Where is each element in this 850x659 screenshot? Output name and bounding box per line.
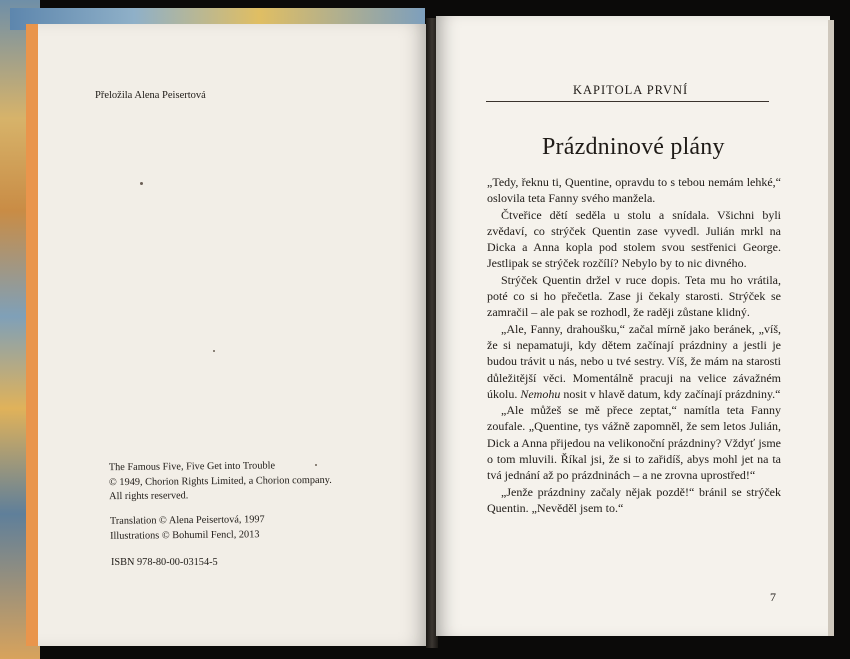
paragraph <box>487 272 781 321</box>
text-line: „Tedy, řeknu ti, Quentine, opravdu to s tebou nemám <box>487 175 747 189</box>
text-line: ny? Vždyť jsme o tom mluvili. Říkal jsi, že si to zaři <box>487 435 781 467</box>
paper-speck <box>213 350 215 352</box>
text-line: na velice závažném úkolu. <box>487 370 781 401</box>
chapter-heading: KAPITOLA PRVNÍ <box>573 83 689 97</box>
text-line: „Ale můžeš se mě přece zeptat,“ namítla teta Fanny <box>501 403 781 418</box>
text-line: a jestli je budou trávit u nás, nebo u tvé sestry. Víš, že <box>487 337 781 369</box>
text-line: Čtveřice dětí seděla u stolu a snídala. Všichni byli <box>501 207 781 222</box>
text-line: nosit v hlavě da <box>563 386 639 401</box>
paragraph <box>487 207 781 272</box>
copyright-block <box>109 459 332 505</box>
text-line: mám na starosti důležitější věci. Momentálně pracuji <box>487 354 781 385</box>
text-line: divného. <box>704 256 747 271</box>
text-line: na Dicka a Anna kopla pod stolem svou sestřenici <box>487 223 781 255</box>
text-line: lehké,“ oslovila teta Fanny svého manžela. <box>487 175 781 206</box>
text-line: díš, abys mohl jet na ta tvá jednání až po prázdninách – <box>487 452 781 483</box>
paragraph <box>487 402 781 483</box>
paragraph <box>487 484 781 517</box>
illustrations-line: Illustrations © Bohumil Fencl, 2013 <box>110 528 260 542</box>
text-line: Strýček Quentin držel v ruce dopis. Teta mu ho vrá <box>501 272 763 287</box>
text-line: tum, kdy začínají prázdniny.“ <box>639 386 781 401</box>
text-line: ček Quentin. „Nevěděl jsem to.“ <box>487 484 781 515</box>
text-line: tila, poté co si ho přečetla. Zase ji čekaly starosti. Strý <box>487 272 781 304</box>
text-line: zvědaví, co strýček Quentin zase vyvedl. Julián mrkl <box>487 223 770 238</box>
text-line: Julián, Dick a Anna přijedou na velikonoční prázdni <box>487 419 781 450</box>
copyright-line: The Famous Five, Five Get into Trouble <box>108 460 276 474</box>
translation-credits <box>110 513 265 544</box>
text-line: „Jenže prázdniny začaly nějak pozdě!“ bránil se strý <box>501 484 765 499</box>
emphasis-text: Nemohu <box>520 386 564 401</box>
text-line: „víš, že si nepamatuji, kdy dětem začínají prázdniny <box>487 321 781 352</box>
heading-rule <box>486 101 769 102</box>
page-number: 7 <box>770 590 776 604</box>
text-line: a ne zrovna uprostřed!“ <box>642 468 756 483</box>
copyright-line: All rights reserved. <box>109 490 189 503</box>
paragraph <box>487 321 781 402</box>
text-line: zoufale. „Quentine, tys vážně zapomněl, že sem letos <box>487 419 750 434</box>
text-line: „Ale, Fanny, drahoušku,“ začal mírně jako beránek, <box>501 321 759 336</box>
chapter-body <box>487 174 781 516</box>
page-stack-edge <box>828 20 834 636</box>
text-line: ček se zamračil – ale pak se rozhodl, že raději zůstane <box>487 289 781 320</box>
paragraph <box>487 174 781 207</box>
chapter-title: Prázdninové plány <box>542 134 725 160</box>
paper-speck <box>140 182 143 185</box>
left-page <box>38 24 430 646</box>
text-line: klidný. <box>716 305 750 320</box>
translation-line: Translation © Alena Peisertová, 1997 <box>109 514 265 527</box>
copyright-line: © 1949, Chorion Rights Limited, a Chorion company. <box>108 474 332 488</box>
text-line: George. Jestlipak se strýček rozčílí? Nebylo by to nic <box>487 240 781 271</box>
translator-credit: Přeložila Alena Peisertová <box>95 90 206 101</box>
isbn: ISBN 978-80-00-03154-5 <box>111 557 218 568</box>
